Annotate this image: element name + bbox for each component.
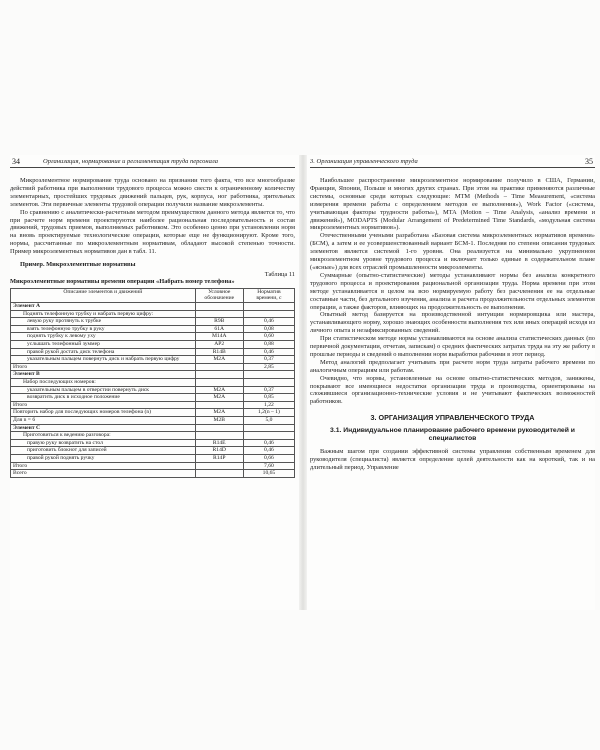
table-row: правой рукой поднять ручку R14P 0,66 xyxy=(11,454,295,462)
micro-norm-table xyxy=(10,288,295,478)
table-row: Элемент С xyxy=(11,424,295,432)
table-row: Приготовиться к ведению разговора: xyxy=(11,432,295,440)
table-row: Повторить набор для последующих номеров телефона (n) M2A 1,2(n – 1) xyxy=(11,409,295,417)
left-page xyxy=(10,155,295,610)
right-paragraph: Отечественными учеными разработана «Базовая система микроэлементных нормативов времени» (БСМ), а затем и ее усовершенствованный вариант БСМ-1. Последняя по степени описания трудовых элементов является системой 1-го уровня. Она реализуется на минимально укрупненном микроэлементном уровне трудового процесса и включает только единые в содержательном плане («ясные») для всех отраслей промышленности микроэлементы. xyxy=(310,232,595,271)
left-page-number: 34 xyxy=(12,157,20,166)
table-row: поднять трубку к левому уху M14A 0,60 xyxy=(11,333,295,341)
column-header: Условное обозначение xyxy=(195,288,243,302)
column-header: Описание элементов и движений xyxy=(11,288,196,302)
right-paragraph: Опытный метод базируется на производственной интуиции нормировщика или мастера, устанавливающего норму, хорошо знающих особенности выполнения тех или иных операций исходя из личного опыта и незафиксированных сведений. xyxy=(310,311,595,335)
table-row: правую руку возвратить на стол R14E 0,46 xyxy=(11,439,295,447)
example-title: Пример. Микроэлементные нормативы xyxy=(20,261,136,269)
table-row: Элемент В xyxy=(11,371,295,379)
table-total-row: Итого 1,22 xyxy=(11,401,295,409)
table-row: взять телефонную трубку в руку 61A 0,08 xyxy=(11,325,295,333)
table-row: Набор последующих номеров: xyxy=(11,379,295,387)
book-gutter xyxy=(299,155,307,610)
table-number: Таблица 11 xyxy=(264,270,295,278)
table-row: левую руку протянуть к трубке R9B 0,46 xyxy=(11,318,295,326)
left-paragraph: По сравнению с аналитически-расчетным методом преимуществом данного метода является то, что при расчете норм времени проектируются наиболее рациональная последовательность и состав движений, трудовых приемов, выполняемых работником. Это особенно ценно при установлении норм на вновь проектируемые технологические операции, которые еще не функционируют. Кроме того, нормы, рассчитанные по микроэлементным нормативам, обладают высокой степенью точности. Пример микроэлементных нормативов дан в табл. 11. xyxy=(10,208,295,256)
table-row: услышать телефонный зуммер AP2 0,88 xyxy=(11,341,295,349)
right-paragraph: Важным шагом при создании эффективной системы управления собственным временем для руководителя (специалиста) является определение целей деятельности как на короткий, так и на длительный период. Управление xyxy=(310,448,595,472)
right-page-number: 35 xyxy=(585,157,593,166)
table-row: указательным пальцем повернуть диск и набрать первую цифру M2A 0,37 xyxy=(11,356,295,364)
table-grand-total-row: Всего 10,65 xyxy=(11,470,295,478)
table-row: Для n = 6 M2B 5,0 xyxy=(11,416,295,424)
table-row: Поднять телефонную трубку и набрать первую цифру: xyxy=(11,310,295,318)
table-total-row: Итого 7,60 xyxy=(11,462,295,470)
right-running-head-title: 3. Организация управленческого труда xyxy=(310,158,418,165)
section-heading: 3. ОРГАНИЗАЦИЯ УПРАВЛЕНЧЕСКОГО ТРУДА xyxy=(370,413,535,423)
right-paragraph: Наибольшее распространение микроэлементное нормирование получило в США, Германии, Франции, Японии, Польше и многих других странах. При этом на практике применяются различные системы, основные среди которых следующие: MTM (Methods – Time Measurement, «система измерения времени работы с определением методов ее выполнения»), Work Factor («система, учитывающая факторы трудности работы»), MTA (Motion – Time Analysis, «анализ времени и движений»), MODAPTS (Modular Arrangement of Predetermined Time Standards, «модульная система микроэлементных нормативов»). xyxy=(310,177,595,232)
left-running-head-title: Организация, нормирование и регламентация труда персонала xyxy=(43,158,219,165)
table-row: возвратить диск в исходное положение M2A 0,85 xyxy=(11,394,295,402)
column-header: Норматив времени, с xyxy=(243,288,294,302)
table-header-row xyxy=(11,288,295,302)
right-paragraph: Суммарные (опытно-статистические) методы устанавливают нормы без анализа конкретного трудового процесса и проектирования рациональной организации труда. Норма времени при этом методе устанавливается в целом на всю нормируемую работу без расчленения ее на отдельные составные части, без детального изучения, анализа и расчета продолжительности отдельных элементов операции, а также факторов, влияющих на продолжительность ее выполнения. xyxy=(310,271,595,311)
table-row: приготовить блокнот для записей R14D 0,46 xyxy=(11,447,295,455)
left-paragraph: Микроэлементное нормирование труда основано на признании того факта, что все многообразие действий работника при выполнении трудового процесса можно свести к ограниченному количеству элементарных, простейших трудовых движений пальцев, рук, корпуса, ног работника, зрительных элементов. Эти первичные элементы трудовой операции получили название микроэлементы. xyxy=(10,177,295,208)
table-row: правой рукой достать диск телефона R14B 0,46 xyxy=(11,348,295,356)
left-running-header xyxy=(10,155,295,168)
right-running-header xyxy=(310,155,595,168)
book-spread xyxy=(10,155,595,610)
right-paragraph: Метод аналогий предполагает учитывать при расчете норм труда затраты рабочего времени по аналогичным операциям или работам. xyxy=(310,358,595,374)
table-row: Элемент А xyxy=(11,303,295,311)
right-paragraph: При статистическом методе нормы устанавливаются на основе анализа статистических данных (по первичной документации, отчетам, запискам) о средних фактических затратах труда на эту же работу в прошлые периоды и сведений о выполнении норм выработки рабочими в этот период. xyxy=(310,335,595,358)
table-total-row: Итого 2,85 xyxy=(11,363,295,371)
right-paragraph: Очевидно, что нормы, установленные на основе опытно-статистических методов, занижены, покрывают все имеющиеся недостатки организации труда и производства, ориентированы на сложившиеся организационно-технические условия и не учитывают фактических возможностей работников. xyxy=(310,374,595,406)
right-page xyxy=(310,155,595,610)
subsection-heading: 3.1. Индивидуальное планирование рабочего времени руководителей и специалистов xyxy=(330,427,575,443)
table-row: указательным пальцем в отверстии повернуть диск M2A 0,37 xyxy=(11,386,295,394)
table-caption: Микроэлементные нормативы времени операции «Набрать номер телефона» xyxy=(10,277,235,285)
